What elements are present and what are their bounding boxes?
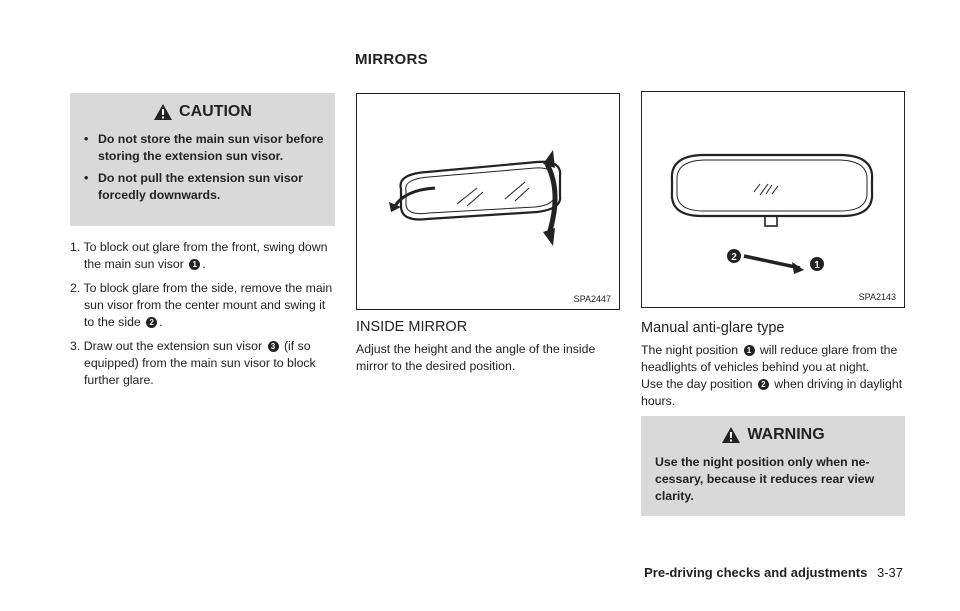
inside-mirror-heading: INSIDE MIRROR xyxy=(356,319,468,335)
page-number: 3-37 xyxy=(876,565,903,580)
callout-2-icon: 2 xyxy=(731,252,737,263)
anti-glare-figure xyxy=(641,91,905,308)
page-footer xyxy=(644,565,903,580)
warning-triangle-icon xyxy=(721,426,741,444)
figure-code: SPA2447 xyxy=(573,294,611,304)
step-item: 3. Draw out the extension sun visor 3 (if so equipped) from the main sun visor to block further glare. xyxy=(70,339,316,387)
step-item: 2. To block glare from the side, remove the main sun visor from the center mount and swing it to the side 2 . xyxy=(70,281,333,329)
inside-mirror-text: Adjust the height and the angle of the inside mirror to the desired position. xyxy=(356,342,596,373)
callout-1-icon: 1 xyxy=(744,345,755,356)
warning-box xyxy=(641,416,905,516)
callout-3-icon: 3 xyxy=(268,341,279,352)
anti-glare-heading: Manual anti-glare type xyxy=(641,320,785,336)
caution-header xyxy=(70,103,335,121)
footer-section: Pre-driving checks and adjustments xyxy=(644,565,868,580)
caution-item: • Do not pull the extension sun visor forcedly downwards. xyxy=(84,170,327,204)
figure-code: SPA2143 xyxy=(858,292,896,302)
warning-text: Use the night position only when ne-cessary, because it reduces rear view clarity. xyxy=(655,455,875,503)
callout-1-icon: 1 xyxy=(814,260,820,271)
step-item: 1. To block out glare from the front, swing down the main sun visor 1 . xyxy=(70,240,328,271)
callout-2-icon: 2 xyxy=(758,379,769,390)
callout-2-icon: 2 xyxy=(146,317,157,328)
warning-triangle-icon xyxy=(153,103,173,121)
night-position-text: The night position 1 will reduce glare from the headlights of vehicles behind you at night. xyxy=(641,343,898,374)
mirror-adjust-illustration xyxy=(357,94,618,308)
caution-box xyxy=(70,93,335,226)
warning-header xyxy=(641,426,905,444)
day-position-text: Use the day position 2 when driving in daylight hours. xyxy=(641,377,903,408)
anti-glare-illustration xyxy=(642,92,903,306)
section-title: MIRRORS xyxy=(355,51,428,68)
steps-list xyxy=(70,239,335,396)
caution-title: CAUTION xyxy=(179,103,252,120)
inside-mirror-figure xyxy=(356,93,620,310)
warning-title: WARNING xyxy=(747,426,825,443)
caution-item: • Do not store the main sun visor before storing the extension sun visor. xyxy=(84,131,327,165)
callout-1-icon: 1 xyxy=(189,259,200,270)
